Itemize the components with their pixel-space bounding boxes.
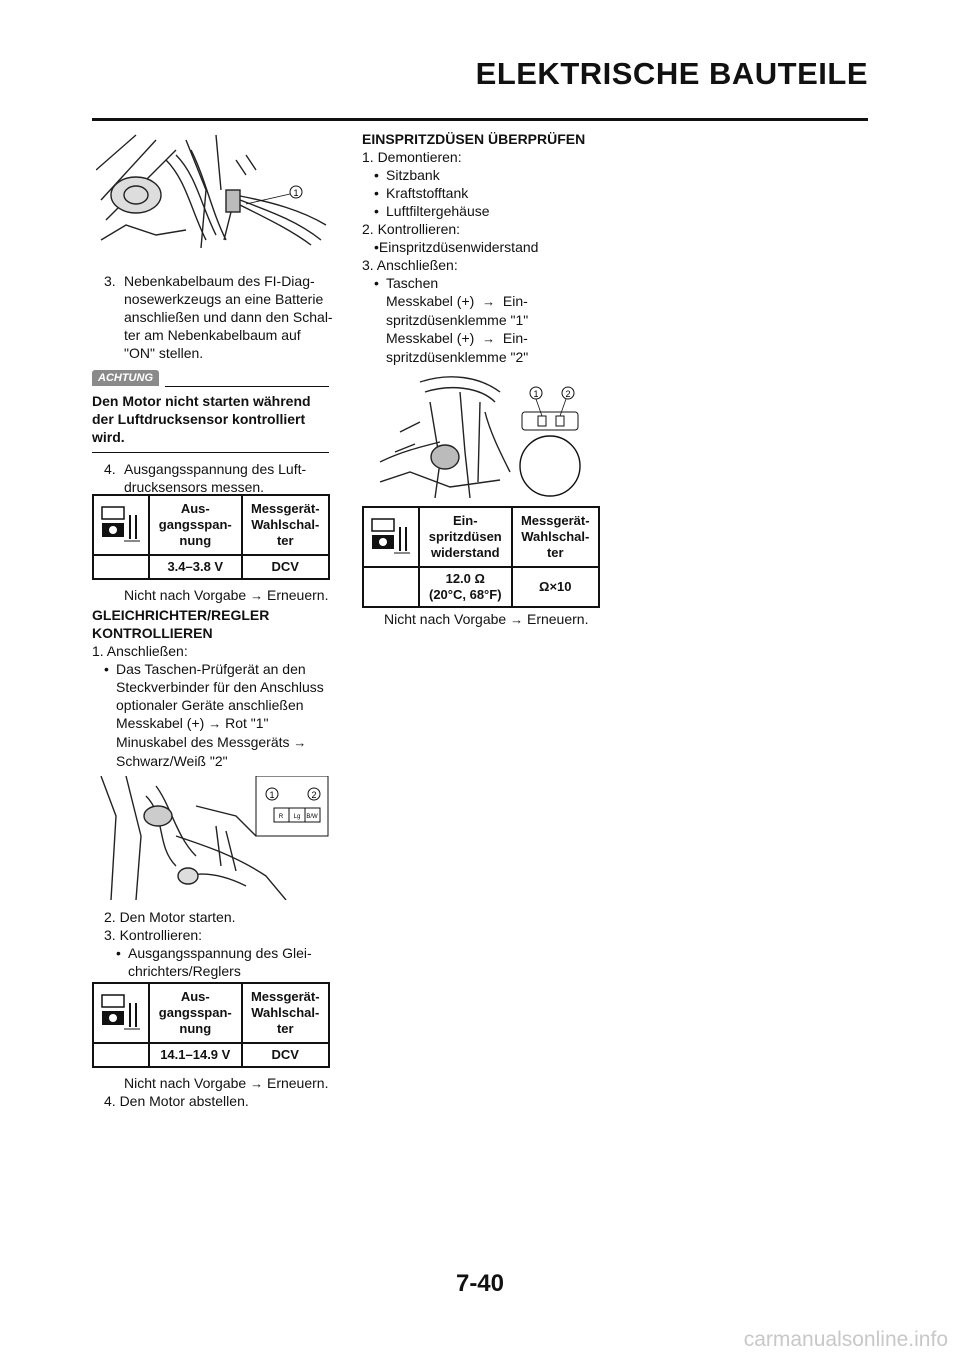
step-text: 3. Anschließen: <box>362 257 458 273</box>
arrow-icon: → <box>250 1076 264 1091</box>
figure-rectifier-regulator <box>96 776 330 900</box>
warning-line: der Luftdrucksensor kontrolliert <box>92 411 306 427</box>
table-header-cell: nung <box>179 533 212 548</box>
table-header-cell: Messgerät- <box>250 989 320 1004</box>
measurement-text: Messkabel (+) <box>116 715 205 731</box>
table-header-cell: gangsspan- <box>158 517 232 532</box>
callout-2: 2 <box>311 790 317 800</box>
remove-item: Luftfiltergehäuse <box>386 203 490 219</box>
section-heading: KONTROLLIEREN <box>92 625 213 641</box>
multimeter-icon <box>93 495 149 555</box>
note-text: Erneuern. <box>266 1075 329 1091</box>
table-header-cell: Aus- <box>180 501 210 516</box>
callout-1: 1 <box>269 790 275 800</box>
pin-label: Lg <box>293 814 301 820</box>
measurement-text: Rot "1" <box>225 715 269 731</box>
step-4-line: drucksensors messen. <box>124 479 265 495</box>
measurement-text: Minuskabel des Messgeräts <box>116 734 290 750</box>
watermark-text: carmanualsonline.info <box>743 1328 948 1351</box>
table-header-cell: ter <box>276 533 294 548</box>
table-value-cell: 14.1–14.9 V <box>149 1043 242 1067</box>
step-3-block <box>104 272 344 362</box>
table-header-cell: Wahlschal- <box>521 529 590 544</box>
table-header-cell: ter <box>276 1021 294 1036</box>
step-number: 3. <box>104 273 116 289</box>
pin-label: B/W <box>306 814 318 820</box>
figure-fi-diagnosis-harness <box>96 130 328 248</box>
page-number: 7-40 <box>455 1270 505 1297</box>
table-value-cell: DCV <box>242 1043 329 1067</box>
measurement-text: Schwarz/Weiß "2" <box>116 753 228 769</box>
step-3-line: ter am Nebenkabelbaum auf <box>124 327 301 343</box>
arrow-icon: → <box>482 294 496 309</box>
step-4-block <box>104 460 344 496</box>
check-item: •Einspritzdüsenwiderstand <box>374 239 539 255</box>
bullet-line: chrichters/Reglers <box>128 963 241 979</box>
callout-2: 2 <box>565 389 571 399</box>
steps-start-check: 2. Den Motor starten. 3. Kontrollieren: • Ausgangsspannung des Glei- chrichters/Reglers <box>104 908 344 980</box>
remove-item: Sitzbank <box>386 167 440 183</box>
measurement-text: spritzdüsenklemme "2" <box>386 349 529 365</box>
callout-1: 1 <box>533 389 539 399</box>
bullet-line: Steckverbinder für den Anschluss <box>116 679 324 695</box>
step-text: 3. Kontrollieren: <box>104 927 203 943</box>
table-value-cell: DCV <box>242 555 329 579</box>
measurement-text: Messkabel (+) <box>386 293 475 309</box>
spec-table-injector-resistance <box>362 506 600 608</box>
table-header-cell: Aus- <box>180 989 210 1004</box>
bullet-line: Taschen <box>386 275 439 291</box>
bullet-line: optionaler Geräte anschließen <box>116 697 304 713</box>
step-text: 2. Kontrollieren: <box>362 221 461 237</box>
figure-injector <box>370 372 592 498</box>
warning-box <box>92 370 329 453</box>
note-text: Nicht nach Vorgabe <box>384 611 507 627</box>
note-text: Nicht nach Vorgabe <box>124 587 247 603</box>
table-header-cell: ter <box>546 545 564 560</box>
table-header-cell: Wahlschal- <box>251 517 320 532</box>
spec-table-air-pressure-sensor <box>92 494 330 580</box>
note-text: Nicht nach Vorgabe <box>124 1075 247 1091</box>
table-header-cell: spritzdüsen <box>428 529 502 544</box>
table-value-cell: 12.0 Ω <box>445 571 485 586</box>
warning-line: Den Motor nicht starten während <box>92 393 311 409</box>
table-value-cell: 3.4–3.8 V <box>149 555 242 579</box>
step-3-line: "ON" stellen. <box>124 345 204 361</box>
arrow-icon: → <box>208 716 222 731</box>
note-not-to-spec <box>384 610 588 629</box>
step-3-line: nosewerkzeugs an eine Batterie <box>124 291 324 307</box>
arrow-icon: → <box>510 612 524 627</box>
note-not-to-spec <box>124 586 328 605</box>
multimeter-icon <box>363 507 419 567</box>
arrow-icon: → <box>250 588 264 603</box>
step-text: 2. Den Motor starten. <box>104 909 236 925</box>
step-4-line: Ausgangsspannung des Luft- <box>124 461 307 477</box>
measurement-text: Messkabel (+) <box>386 330 475 346</box>
step-text: 1. Demontieren: <box>362 149 462 165</box>
measurement-text: Ein- <box>502 293 528 309</box>
callout-1: 1 <box>293 188 299 198</box>
section-rectifier-regulator: GLEICHRICHTER/REGLER KONTROLLIEREN 1. Anschließen: • Das Taschen-Prüfgerät an den Steckverbinder für den Anschluss optionaler Geräte anschließen Messkabel (+) → Rot "1" Minuskabel des Messgeräts → Schwarz/Weiß "2" <box>92 606 342 770</box>
section-heading: EINSPRITZDÜSEN ÜBERPRÜFEN <box>362 131 586 147</box>
arrow-icon: → <box>293 735 307 750</box>
measurement-text: Ein- <box>502 330 528 346</box>
note-not-to-spec <box>124 1074 328 1093</box>
measurement-text: spritzdüsenklemme "1" <box>386 312 529 328</box>
table-header-cell: nung <box>179 1021 212 1036</box>
table-header-cell: Messgerät- <box>250 501 320 516</box>
header-rule <box>92 118 868 121</box>
bullet-line: Das Taschen-Prüfgerät an den <box>116 661 306 677</box>
section-injector-check: EINSPRITZDÜSEN ÜBERPRÜFEN 1. Demontieren: • Sitzbank • Kraftstofftank • Luftfiltergehäuse 2. Kontrollieren: •Einspritzdüsenwiderstand 3. Anschließen: • Taschen Messkabel (+) → Ein- spritzdüsenklemme "1" Messkabel (+) → Ein- spritzdüsenklemme "2" <box>362 130 622 366</box>
warning-line: wird. <box>92 429 125 445</box>
pin-label: R <box>278 814 284 820</box>
bullet-line: Ausgangsspannung des Glei- <box>128 945 312 961</box>
step-number: 4. <box>104 461 116 477</box>
warning-badge: ACHTUNG <box>92 370 159 386</box>
page-header-title: ELEKTRISCHE BAUTEILE <box>475 56 868 91</box>
step-3-line: anschließen und dann den Schal- <box>124 309 333 325</box>
table-header-cell: widerstand <box>430 545 500 560</box>
multimeter-icon <box>93 983 149 1043</box>
table-header-cell: Ein- <box>452 513 478 528</box>
step-text: 1. Anschließen: <box>92 643 188 659</box>
remove-item: Kraftstofftank <box>386 185 469 201</box>
arrow-icon: → <box>482 331 496 346</box>
table-value-cell: (20°C, 68°F) <box>429 587 502 602</box>
table-header-cell: Messgerät- <box>520 513 590 528</box>
note-text: Erneuern. <box>526 611 589 627</box>
note-text: Erneuern. <box>266 587 329 603</box>
table-value-cell: Ω×10 <box>512 567 599 607</box>
spec-table-rectifier-output <box>92 982 330 1068</box>
table-header-cell: gangsspan- <box>158 1005 232 1020</box>
section-heading: GLEICHRICHTER/REGLER <box>92 607 270 623</box>
step-text: 4. Den Motor abstellen. <box>104 1093 249 1109</box>
step-3-line: Nebenkabelbaum des FI-Diag- <box>124 273 315 289</box>
table-header-cell: Wahlschal- <box>251 1005 320 1020</box>
